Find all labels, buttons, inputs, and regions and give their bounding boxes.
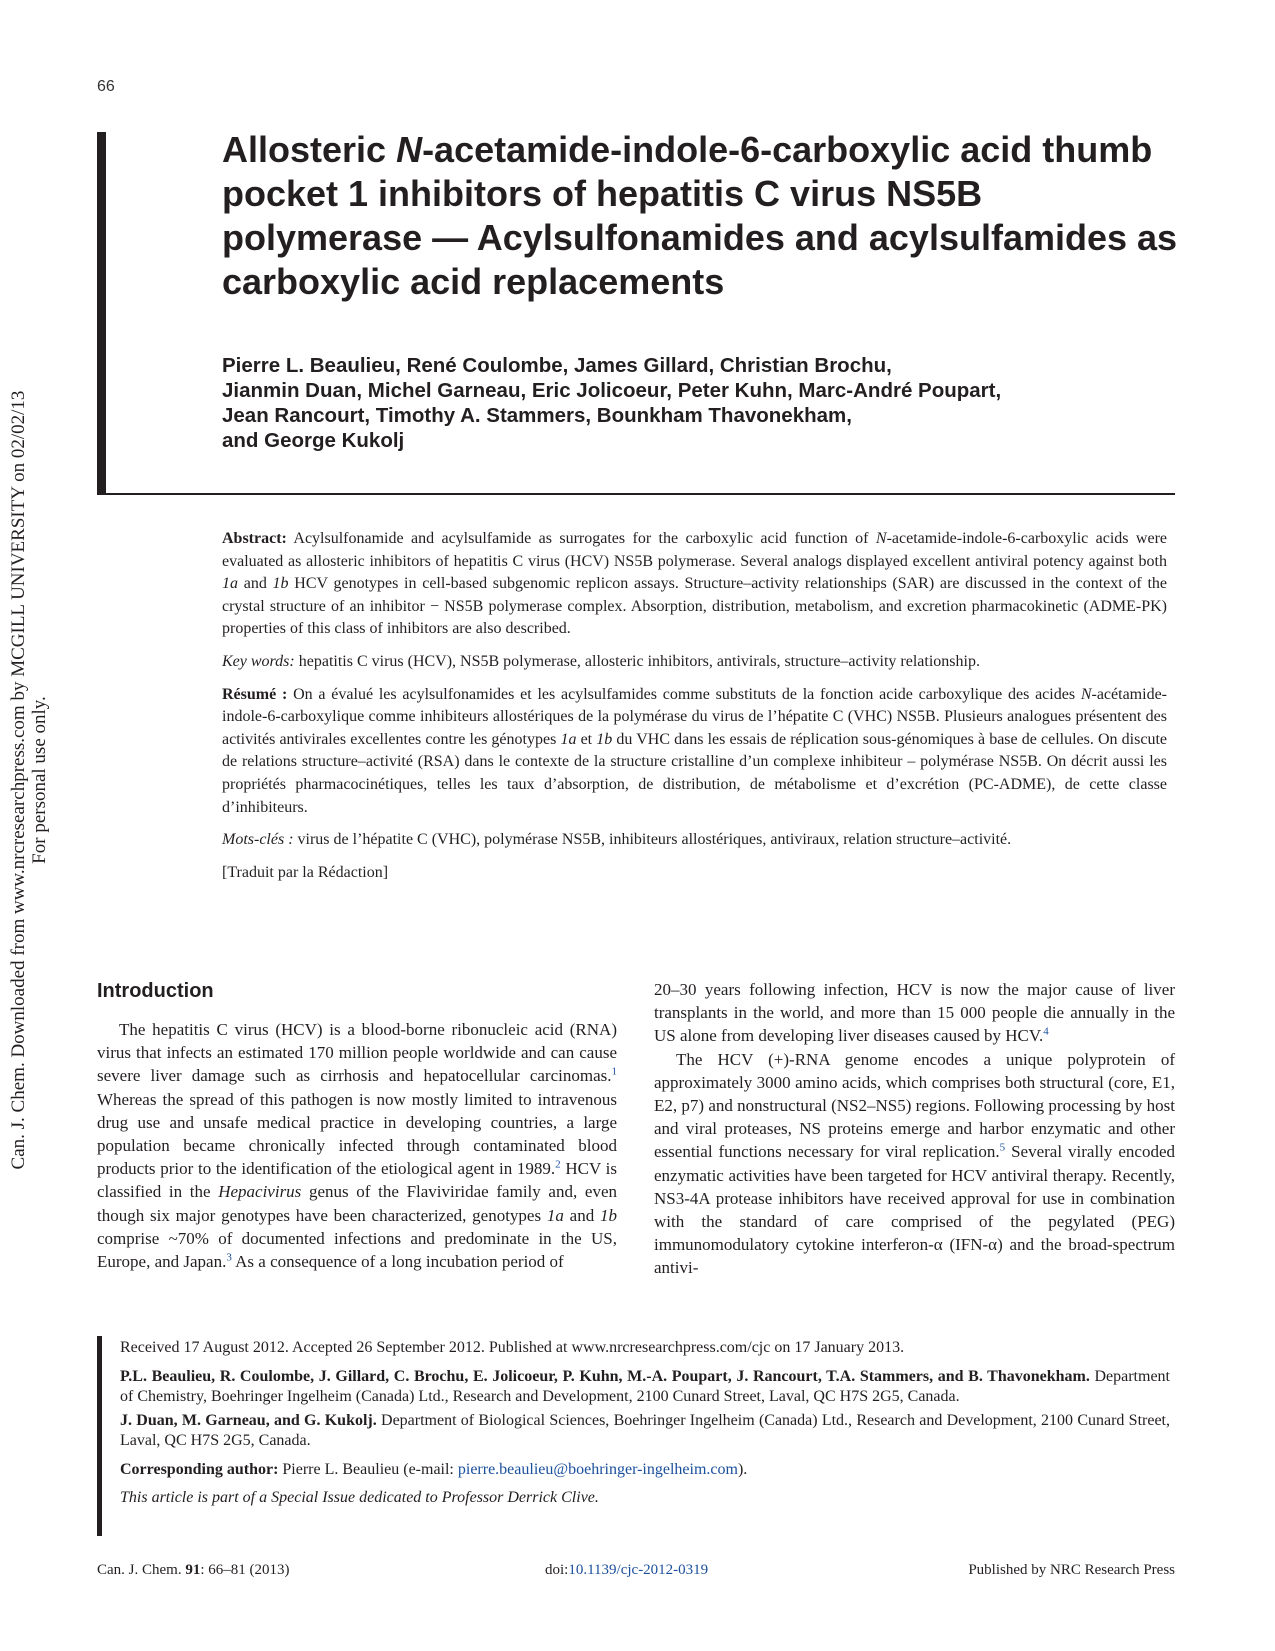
resume-italic: 1a bbox=[560, 730, 577, 748]
text: comprise ~70% of documented infections and predominate in the US, Europe, and Japan. bbox=[97, 1228, 617, 1272]
footnotes-block bbox=[120, 1338, 1170, 1517]
text: Several virally encoded enzymatic activities have been targeted for HCV antiviral therapy. Recently, NS3-4A protease inhibitors have received approval for use in combination with the standard of care comprised of the pegylated (PEG) immunomodulatory cytokine interferon-α (IFN-α) and the broad-spectrum antivi- bbox=[654, 1142, 1175, 1278]
affiliation-names: P.L. Beaulieu, R. Coulombe, J. Gillard, C. Brochu, E. Jolicoeur, P. Kuhn, M.-A. Poupart, J. Rancourt, T.A. Stammers, and B. Thavonekham. bbox=[120, 1367, 1090, 1385]
affiliation-names: J. Duan, M. Garneau, and G. Kukolj. bbox=[120, 1411, 377, 1429]
abstract-italic: 1b bbox=[272, 575, 289, 593]
resume-text: On a évalué les acylsulfonamides et les acylsulfamides comme substituts de la fonction acide carboxylique des acides bbox=[287, 685, 1081, 703]
text: 20–30 years following infection, HCV is now the major cause of liver transplants in the world, and more than 15 000 people die annually in the US alone from developing liver diseases caused by HCV. bbox=[654, 980, 1175, 1046]
watermark-line: Can. J. Chem. Downloaded from www.nrcresearchpress.com by MCGILL UNIVERSITY on 02/02/13 bbox=[8, 390, 29, 1170]
doi-link[interactable]: 10.1139/cjc-2012-0319 bbox=[568, 1562, 709, 1578]
abstract-block bbox=[222, 528, 1167, 894]
abstract-text: Acylsulfonamide and acylsulfamide as surrogates for the carboxylic acid function of bbox=[286, 530, 876, 547]
keywords-text: hepatitis C virus (HCV), NS5B polymerase, allosteric inhibitors, antivirals, structure–activity relationship. bbox=[294, 652, 980, 670]
affiliation bbox=[120, 1367, 1170, 1408]
section-heading-introduction: Introduction bbox=[97, 980, 214, 1002]
paragraph bbox=[654, 1048, 1175, 1280]
text: genus of the Flaviviridae family and, even though six major genotypes have been characterized, genotypes bbox=[97, 1182, 617, 1225]
italic-text: 1b bbox=[600, 1205, 618, 1225]
mots-cles bbox=[222, 829, 1167, 852]
keywords-label: Key words: bbox=[222, 652, 295, 670]
page-number: 66 bbox=[97, 78, 115, 95]
italic-text: 1a bbox=[546, 1205, 564, 1225]
corresponding-text: ). bbox=[737, 1460, 748, 1478]
resume-italic: N bbox=[1080, 685, 1092, 703]
email-link[interactable]: pierre.beaulieu@boehringer-ingelheim.com bbox=[457, 1460, 738, 1478]
article-title bbox=[222, 128, 1182, 304]
received-dates: Received 17 August 2012. Accepted 26 September 2012. Published at www.nrcresearchpress.com/cjc on 17 January 2013. bbox=[120, 1339, 905, 1356]
paragraph bbox=[97, 1018, 617, 1273]
translation-note: [Traduit par la Rédaction] bbox=[222, 863, 389, 881]
resume-italic: 1b bbox=[596, 730, 613, 748]
footnote-accent-bar bbox=[97, 1336, 102, 1536]
journal-pages: : 66–81 (2013) bbox=[200, 1562, 290, 1578]
affiliation-text: Department of Chemistry, Boehringer Ingelheim (Canada) Ltd., Research and Development, 2100 Cunard Street, Laval, QC H7S 2G5, Canada. bbox=[120, 1367, 1170, 1405]
italic-text: Hepacivirus bbox=[218, 1182, 302, 1202]
corresponding-author bbox=[120, 1460, 1170, 1481]
abstract-text: HCV genotypes in cell-based subgenomic replicon assays. Structure–activity relationships (SAR) are discussed in the context of the crystal structure of an inhibitor − NS5B polymerase complex. Absorption, distribution, metabolism, and excretion pharmacokinetic (ADME-PK) properties of this class of inhibitors are also described. bbox=[222, 575, 1167, 638]
mots-cles-label: Mots-clés : bbox=[222, 831, 294, 849]
title-rule bbox=[97, 493, 1175, 495]
resume-text: du VHC dans les essais de réplication sous-génomiques à base de cellules. On discute de relations structure–activité (RSA) dans le contexte de la structure cristalline d’un complexe inhibiteur – polymérase NS5B. On décrit aussi les propriétés pharmacocinétiques, telles les taux d’absorption, de distribution, de métabolisme et d’excrétion (PC-ADME), de cette classe d’inhibiteurs. bbox=[222, 730, 1167, 816]
text: and bbox=[563, 1205, 601, 1225]
resume-text: et bbox=[576, 730, 597, 748]
abstract bbox=[222, 528, 1167, 641]
body-column-left bbox=[97, 1018, 617, 1273]
body-column-right bbox=[654, 978, 1175, 1280]
ref-link[interactable]: 5 bbox=[999, 1141, 1006, 1154]
mots-cles-text: virus de l’hépatite C (VHC), polymérase NS5B, inhibiteurs allostériques, antiviraux, relation structure–activité. bbox=[293, 831, 1012, 849]
resume-text: -acétamide-indole-6-carboxylique comme inhibiteurs allostériques de la polymérase du virus de l’hépatite C (VHC) NS5B. Plusieurs analogues présentent des activités antivirales excellentes contre les génotypes bbox=[222, 685, 1167, 748]
text: As a consequence of a long incubation period of bbox=[231, 1252, 564, 1272]
keywords bbox=[222, 651, 1167, 674]
ref-link[interactable]: 3 bbox=[226, 1251, 232, 1264]
corresponding-text: Pierre L. Beaulieu (e-mail: bbox=[278, 1460, 458, 1478]
text: The hepatitis C virus (HCV) is a blood-borne ribonucleic acid (RNA) virus that infects an estimated 170 million people worldwide and can cause severe liver damage such as cirrhosis and hepatocellular carcinomas. bbox=[97, 1020, 617, 1086]
text: The HCV (+)-RNA genome encodes a unique polyprotein of approximately 3000 amino acids, which comprises both structural (core, E1, E2, p7) and nonstructural (NS2–NS5) regions. Following processing by host and viral proteases, NS proteins emerge and harbor enzymatic and other essential functions necessary for viral replication. bbox=[654, 1049, 1175, 1162]
resume bbox=[222, 684, 1167, 820]
author-line: Pierre L. Beaulieu, René Coulombe, James Gillard, Christian Brochu, bbox=[222, 354, 892, 377]
author-line: Jean Rancourt, Timothy A. Stammers, Bounkham Thavonekham, bbox=[222, 404, 852, 427]
ref-link[interactable]: 1 bbox=[611, 1065, 617, 1078]
author-list bbox=[222, 353, 1182, 453]
abstract-text: and bbox=[238, 575, 273, 593]
author-line: Jianmin Duan, Michel Garneau, Eric Jolicoeur, Peter Kuhn, Marc-André Poupart, bbox=[222, 379, 1002, 402]
journal-citation bbox=[97, 1562, 290, 1579]
ref-link[interactable]: 2 bbox=[555, 1158, 561, 1171]
text: HCV is classified in the bbox=[97, 1159, 617, 1202]
title-part: Allosteric bbox=[222, 129, 397, 170]
ref-link[interactable]: 4 bbox=[1043, 1025, 1049, 1038]
abstract-label: Abstract: bbox=[222, 530, 287, 547]
doi bbox=[545, 1562, 708, 1579]
journal-volume: 91 bbox=[185, 1562, 201, 1578]
affiliation bbox=[120, 1411, 1170, 1452]
resume-label: Résumé : bbox=[222, 685, 288, 703]
author-line: and George Kukolj bbox=[222, 429, 405, 452]
journal-name: Can. J. Chem. bbox=[97, 1562, 186, 1578]
paragraph bbox=[654, 978, 1175, 1048]
corresponding-label: Corresponding author: bbox=[120, 1460, 279, 1478]
publisher: Published by NRC Research Press bbox=[968, 1562, 1175, 1578]
special-issue-note: This article is part of a Special Issue dedicated to Professor Derrick Clive. bbox=[120, 1489, 599, 1506]
abstract-italic: 1a bbox=[222, 575, 238, 593]
doi-label: doi: bbox=[545, 1562, 569, 1578]
watermark-line: For personal use only. bbox=[29, 696, 50, 864]
abstract-text: -acetamide-indole-6-carboxylic acids were evaluated as allosteric inhibitors of hepatitis C virus (HCV) NS5B polymerase. Several analogs displayed excellent antiviral potency against both bbox=[222, 530, 1168, 570]
title-accent-bar bbox=[97, 132, 106, 494]
text: Whereas the spread of this pathogen is now mostly limited to intravenous drug use and unsafe medical practice in developing countries, a large population became chronically infected through contaminated blood products prior to the identification of the etiological agent in 1989. bbox=[97, 1089, 617, 1179]
affiliation-text: Department of Biological Sciences, Boehringer Ingelheim (Canada) Ltd., Research and Development, 2100 Cunard Street, Laval, QC H7S 2G5, Canada. bbox=[120, 1411, 1170, 1449]
title-part: -acetamide-indole-6-carboxylic acid thumb pocket 1 inhibitors of hepatitis C virus NS5B polymerase — Acylsulfonamides and acylsulfamides as carboxylic acid replacements bbox=[222, 129, 1178, 302]
download-watermark bbox=[8, 320, 50, 1240]
abstract-italic: N bbox=[875, 530, 887, 547]
title-part-italic: N bbox=[396, 129, 423, 170]
